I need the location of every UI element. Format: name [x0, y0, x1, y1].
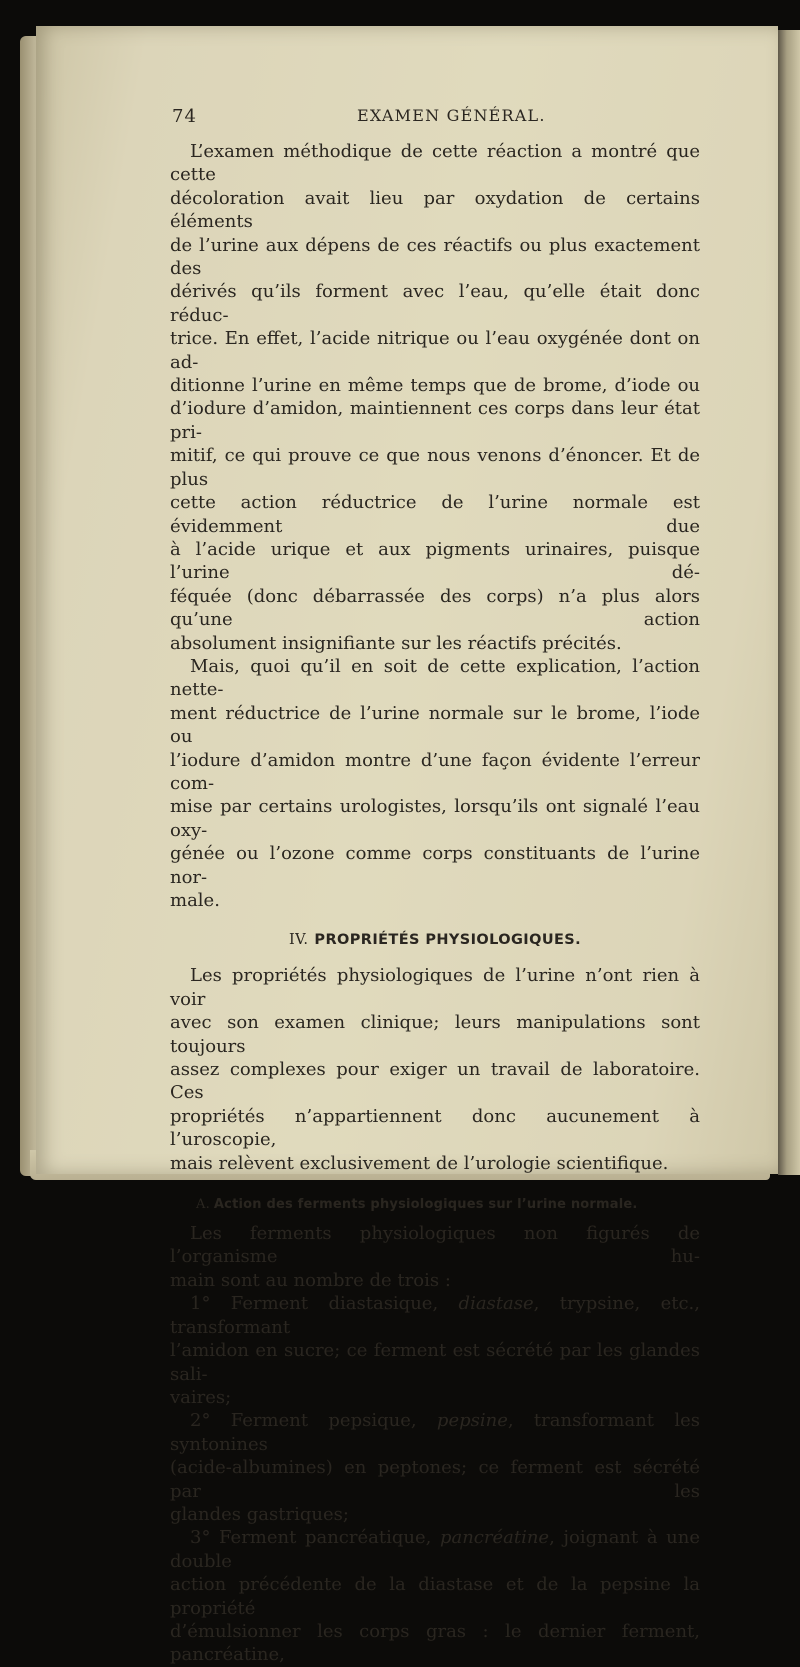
text-line: décoloration avait lieu par oxydation de certains éléments: [170, 187, 700, 233]
subsection-letter: A.: [196, 1197, 210, 1213]
list-item-1: [170, 1292, 700, 1409]
section-number: IV.: [288, 932, 309, 949]
running-head: EXAMEN GÉNÉRAL.: [357, 106, 546, 125]
text-line: l’amidon en sucre; ce ferment est sécrété par les glandes sali-: [170, 1340, 700, 1385]
text-run: , transformant les syntonines: [170, 1410, 700, 1455]
paragraph-2: [170, 655, 700, 912]
text-line: [170, 1409, 700, 1456]
page-number: 74: [172, 106, 197, 127]
paragraph-1: [170, 140, 700, 655]
section-title-text: PROPRIÉTÉS PHYSIOLOGIQUES.: [314, 932, 582, 949]
text-line: (acide-albumines) en peptones; ce ferment est sécrété par les: [170, 1457, 700, 1502]
text-line: d’iodure d’amidon, maintiennent ces corps dans leur état pri-: [170, 398, 700, 443]
list-item-2: [170, 1409, 700, 1526]
text-line: male.: [170, 890, 220, 911]
text-line: ditionne l’urine en même temps que de brome, d’iode ou: [170, 375, 700, 397]
section-title: [170, 932, 700, 948]
text-line: dérivés qu’ils forment avec l’eau, qu’elle était donc réduc-: [170, 281, 700, 326]
text-line: féquée (donc débarrassée des corps) n’a plus alors qu’une action: [170, 585, 700, 631]
subsection-title-text: Action des ferments physiologiques sur l’urine normale.: [213, 1197, 638, 1213]
text-line: Les propriétés physiologiques de l’urine n’ont rien à voir: [170, 965, 700, 1010]
text-run: 3° Ferment pancréatique,: [190, 1527, 440, 1549]
text-line: de l’urine aux dépens de ces réactifs ou plus exactement des: [170, 234, 700, 280]
text-line: main sont au nombre de trois :: [170, 1269, 451, 1291]
paragraph-4: [170, 1222, 700, 1292]
italic-term: pancréatine: [439, 1527, 550, 1549]
page-text: [170, 100, 700, 1667]
text-line: absolument insignifiante sur les réactifs précités.: [170, 632, 622, 654]
text-line: Les ferments physiologiques non figurés de l’organisme hu-: [170, 1223, 700, 1268]
text-line: [170, 1292, 700, 1339]
italic-term: pepsine: [436, 1410, 508, 1432]
text-line: Mais, quoi qu’il en soit de cette explication, l’action nette-: [170, 655, 700, 701]
text-run: 2° Ferment pepsique,: [190, 1410, 437, 1432]
text-line: vaires;: [170, 1386, 232, 1408]
text-line: d’émulsionner les corps gras : le dernier ferment, pancréatine,: [170, 1620, 700, 1666]
text-line: glandes gastriques;: [170, 1503, 349, 1525]
text-line: avec son examen clinique; leurs manipulations sont toujours: [170, 1012, 700, 1057]
text-line: action précédente de la diastase et de la pepsine la propriété: [170, 1574, 700, 1619]
paragraph-3: [170, 964, 700, 1175]
text-line: assez complexes pour exiger un travail de laboratoire. Ces: [170, 1059, 700, 1104]
text-line: à l’acide urique et aux pigments urinaires, puisque l’urine dé-: [170, 538, 700, 584]
text-line: L’examen méthodique de cette réaction a montré que cette: [170, 141, 700, 186]
text-line: mais relèvent exclusivement de l’urologie scientifique.: [170, 1152, 669, 1174]
text-run: , joignant à une double: [170, 1527, 700, 1572]
text-line: mise par certains urologistes, lorsqu’ils ont signalé l’eau oxy-: [170, 796, 700, 841]
text-line: trice. En effet, l’acide nitrique ou l’eau oxygénée dont on ad-: [170, 328, 700, 373]
text-line: mitif, ce qui prouve ce que nous venons d’énoncer. Et de plus: [170, 445, 700, 490]
text-line: propriétés n’appartiennent donc aucunement à l’uroscopie,: [170, 1105, 700, 1151]
italic-term: diastase: [458, 1293, 534, 1315]
text-line: [170, 1526, 700, 1573]
next-page-edge: [778, 30, 800, 1175]
page-header: [170, 100, 700, 140]
text-run: , trypsine, etc., transformant: [170, 1293, 700, 1338]
text-line: l’iodure d’amidon montre d’une façon évidente l’erreur com-: [170, 749, 700, 794]
text-line: ment réductrice de l’urine normale sur le brome, l’iode ou: [170, 702, 700, 748]
list-item-3: [170, 1526, 700, 1666]
text-line: cette action réductrice de l’urine normale est évidemment due: [170, 492, 700, 537]
text-line: génée ou l’ozone comme corps constituants de l’urine nor-: [170, 843, 700, 888]
text-run: 1° Ferment diastasique,: [190, 1293, 459, 1315]
